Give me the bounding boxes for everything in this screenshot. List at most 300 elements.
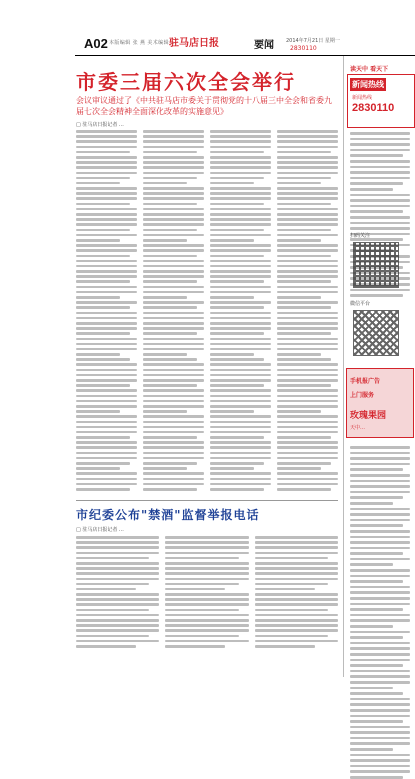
text-line xyxy=(76,317,137,320)
text-line xyxy=(210,203,264,206)
text-line xyxy=(277,452,338,455)
text-line xyxy=(210,363,271,366)
text-line xyxy=(277,177,331,180)
text-line xyxy=(255,603,338,606)
text-line xyxy=(143,208,204,211)
text-line xyxy=(350,216,410,219)
text-line xyxy=(76,130,137,133)
text-line xyxy=(350,227,410,230)
text-line xyxy=(76,260,137,263)
article2-headline[interactable]: 市纪委公布"禁酒"监督举报电话 xyxy=(76,508,260,522)
text-line xyxy=(210,389,271,392)
text-line xyxy=(350,513,410,516)
text-line xyxy=(143,286,204,289)
text-line xyxy=(277,234,338,237)
text-line xyxy=(255,536,338,539)
text-line xyxy=(255,583,328,586)
text-line xyxy=(210,265,271,268)
text-line xyxy=(277,322,338,325)
hotline-label: 新闻热线 xyxy=(352,95,373,101)
text-line xyxy=(277,140,338,143)
text-line xyxy=(210,260,271,263)
text-line xyxy=(76,374,137,377)
text-line xyxy=(76,234,137,237)
hotline-number[interactable]: 2830110 xyxy=(352,102,395,114)
text-line xyxy=(277,244,338,247)
text-line xyxy=(76,249,137,252)
text-line xyxy=(210,317,271,320)
text-line xyxy=(350,452,410,455)
text-line xyxy=(210,369,271,372)
text-line xyxy=(210,379,271,382)
text-line xyxy=(210,270,271,273)
text-line xyxy=(143,229,197,232)
text-line xyxy=(165,541,248,544)
ad-line: 天中… xyxy=(350,425,366,431)
article2-byline: □ 驻马店日报记者 … xyxy=(76,527,124,533)
hotline-title: 新闻热线 xyxy=(352,80,384,89)
text-line xyxy=(277,426,338,429)
text-line xyxy=(210,234,271,237)
text-line xyxy=(165,609,238,612)
text-line xyxy=(210,410,254,413)
text-line xyxy=(277,213,338,216)
text-line xyxy=(143,130,204,133)
text-line xyxy=(76,187,137,190)
text-line xyxy=(76,536,159,539)
text-line xyxy=(210,312,271,315)
text-line xyxy=(350,692,403,695)
text-line xyxy=(165,562,248,565)
text-line xyxy=(210,483,271,486)
text-line xyxy=(210,229,264,232)
text-line xyxy=(255,552,338,555)
text-line xyxy=(210,488,264,491)
text-line xyxy=(255,624,338,627)
text-line xyxy=(277,291,338,294)
text-line xyxy=(76,369,137,372)
text-line xyxy=(350,659,410,662)
text-line xyxy=(76,161,137,164)
text-line xyxy=(76,306,130,309)
text-line xyxy=(350,631,410,634)
text-line xyxy=(350,765,410,768)
text-line xyxy=(143,363,204,366)
text-line xyxy=(277,296,321,299)
text-line xyxy=(76,541,159,544)
text-line xyxy=(350,687,393,690)
text-line xyxy=(210,275,271,278)
text-line xyxy=(76,546,159,549)
text-line xyxy=(277,488,331,491)
text-line xyxy=(350,591,410,594)
text-line xyxy=(350,642,410,645)
text-line xyxy=(76,572,159,575)
text-line xyxy=(165,546,248,549)
text-line xyxy=(76,156,137,159)
text-line xyxy=(76,640,159,643)
text-line xyxy=(76,151,130,154)
text-line xyxy=(210,384,264,387)
text-line xyxy=(277,441,338,444)
text-line xyxy=(277,265,338,268)
text-line xyxy=(143,478,204,481)
text-line xyxy=(277,135,338,138)
text-line xyxy=(165,603,248,606)
qr-label: 微信平台 xyxy=(350,301,371,307)
text-line xyxy=(143,182,187,185)
page-sub: 本版编辑 张 燕 美术编辑 … xyxy=(109,40,177,46)
article-byline: □ 驻马店日报记者 … xyxy=(76,122,124,128)
text-line xyxy=(350,625,393,628)
article2-body xyxy=(76,536,338,656)
text-line xyxy=(210,353,254,356)
text-line xyxy=(210,187,271,190)
text-line xyxy=(143,358,197,361)
text-line xyxy=(143,312,204,315)
text-line xyxy=(76,609,149,612)
sidebar-logo: 读天中 看天下 xyxy=(350,66,389,73)
text-line xyxy=(76,567,159,570)
text-line xyxy=(350,776,403,779)
text-line xyxy=(143,452,204,455)
text-line xyxy=(350,480,410,483)
text-line xyxy=(210,280,264,283)
text-line xyxy=(76,379,137,382)
text-line xyxy=(255,640,338,643)
text-line xyxy=(210,296,254,299)
text-line xyxy=(143,239,187,242)
text-line xyxy=(143,234,204,237)
text-line xyxy=(350,575,410,578)
text-line xyxy=(76,280,130,283)
text-line xyxy=(277,400,338,403)
text-line xyxy=(76,619,159,622)
text-line xyxy=(350,726,410,729)
text-line xyxy=(165,588,225,591)
text-line xyxy=(76,446,137,449)
text-line xyxy=(210,239,254,242)
text-line xyxy=(143,384,197,387)
text-line xyxy=(210,156,271,159)
text-line xyxy=(143,389,204,392)
text-line xyxy=(76,327,137,330)
text-line xyxy=(350,703,410,706)
text-line xyxy=(210,135,271,138)
ad-line: 上门服务 xyxy=(350,392,375,399)
text-line xyxy=(76,645,136,648)
text-line xyxy=(277,182,321,185)
text-line xyxy=(210,358,264,361)
text-line xyxy=(143,467,187,470)
text-line xyxy=(143,203,197,206)
text-line xyxy=(165,536,248,539)
text-line xyxy=(76,583,149,586)
text-line xyxy=(350,770,410,773)
text-line xyxy=(350,143,410,146)
text-line xyxy=(76,291,137,294)
text-line xyxy=(277,286,338,289)
text-line xyxy=(277,462,331,465)
text-line xyxy=(350,519,410,522)
text-line xyxy=(76,244,137,247)
text-line xyxy=(277,327,338,330)
text-line xyxy=(143,436,197,439)
text-line xyxy=(76,353,120,356)
text-line xyxy=(143,400,204,403)
text-line xyxy=(277,270,338,273)
text-line xyxy=(76,389,137,392)
text-line xyxy=(210,197,271,200)
qr-code-icon[interactable] xyxy=(353,242,399,288)
body-column xyxy=(143,130,204,497)
text-line xyxy=(210,374,271,377)
newspaper-logo: 驻马店日报 xyxy=(169,38,219,49)
edition-number: 2830110 xyxy=(290,45,317,52)
text-line xyxy=(210,223,271,226)
text-line xyxy=(76,405,137,408)
text-line xyxy=(210,338,271,341)
text-line xyxy=(143,332,197,335)
text-line xyxy=(210,213,271,216)
text-line xyxy=(165,583,238,586)
text-line xyxy=(210,255,264,258)
text-line xyxy=(277,436,331,439)
text-line xyxy=(143,270,204,273)
text-line xyxy=(350,474,410,477)
text-line xyxy=(277,405,338,408)
text-line xyxy=(277,146,338,149)
text-line xyxy=(350,603,410,606)
text-line xyxy=(350,530,410,533)
text-line xyxy=(277,172,338,175)
text-line xyxy=(350,664,403,667)
text-line xyxy=(76,478,137,481)
text-line xyxy=(76,286,137,289)
text-line xyxy=(143,192,204,195)
text-line xyxy=(210,441,271,444)
text-line xyxy=(76,488,130,491)
text-line xyxy=(76,312,137,315)
text-line xyxy=(143,140,204,143)
text-line xyxy=(143,472,204,475)
text-line xyxy=(143,291,204,294)
text-line xyxy=(350,468,403,471)
text-line xyxy=(210,405,271,408)
text-line xyxy=(210,343,271,346)
text-line xyxy=(165,572,248,575)
text-line xyxy=(277,415,338,418)
text-line xyxy=(255,546,338,549)
text-line xyxy=(76,192,137,195)
text-line xyxy=(143,431,204,434)
text-line xyxy=(210,467,254,470)
text-line xyxy=(143,421,204,424)
text-line xyxy=(350,485,410,488)
text-line xyxy=(350,188,393,191)
text-line xyxy=(210,452,271,455)
article-body xyxy=(76,130,338,497)
text-line xyxy=(350,647,410,650)
text-line xyxy=(76,275,137,278)
text-line xyxy=(76,588,136,591)
text-line xyxy=(277,410,321,413)
text-line xyxy=(277,478,338,481)
text-line xyxy=(76,223,137,226)
text-line xyxy=(76,483,137,486)
text-line xyxy=(76,593,159,596)
text-line xyxy=(350,177,410,180)
text-line xyxy=(255,619,338,622)
text-line xyxy=(143,218,204,221)
text-line xyxy=(350,737,410,740)
ad-line: 手机报广告 xyxy=(350,378,381,385)
text-line xyxy=(350,608,403,611)
body-column xyxy=(76,130,137,497)
issue-date: 2014年7月21日 星期一 xyxy=(286,38,340,44)
text-line xyxy=(210,472,271,475)
text-line xyxy=(76,208,137,211)
text-line xyxy=(350,171,410,174)
text-line xyxy=(76,343,137,346)
text-line xyxy=(210,306,264,309)
text-line xyxy=(277,197,338,200)
text-line xyxy=(143,280,197,283)
text-line xyxy=(277,275,338,278)
text-line xyxy=(143,249,204,252)
text-line xyxy=(277,306,331,309)
text-line xyxy=(350,569,410,572)
text-line xyxy=(277,348,338,351)
text-line xyxy=(350,541,410,544)
body-column xyxy=(210,130,271,497)
text-line xyxy=(210,446,271,449)
text-line xyxy=(350,709,410,712)
text-line xyxy=(277,384,331,387)
text-line xyxy=(76,431,137,434)
text-line xyxy=(76,614,159,617)
body-column xyxy=(277,130,338,497)
text-line xyxy=(277,467,321,470)
text-line xyxy=(350,547,410,550)
text-line xyxy=(350,754,410,757)
text-line xyxy=(76,557,149,560)
text-line xyxy=(143,265,204,268)
text-line xyxy=(255,593,338,596)
text-line xyxy=(143,395,204,398)
text-line xyxy=(277,472,338,475)
text-line xyxy=(143,488,197,491)
text-line xyxy=(350,715,410,718)
text-line xyxy=(210,166,271,169)
text-line xyxy=(76,441,137,444)
text-line xyxy=(165,645,225,648)
text-line xyxy=(277,446,338,449)
qr-code-icon[interactable] xyxy=(353,310,399,356)
text-line xyxy=(350,154,403,157)
text-line xyxy=(165,614,248,617)
text-line xyxy=(277,151,331,154)
text-line xyxy=(277,192,338,195)
text-line xyxy=(210,249,271,252)
text-line xyxy=(165,624,248,627)
article-divider xyxy=(76,500,338,501)
text-line xyxy=(350,166,410,169)
text-line xyxy=(210,218,271,221)
text-line xyxy=(277,223,338,226)
text-line xyxy=(76,270,137,273)
text-line xyxy=(76,135,137,138)
text-line xyxy=(277,395,338,398)
text-line xyxy=(76,410,120,413)
text-line xyxy=(76,197,137,200)
text-line xyxy=(277,389,338,392)
text-line xyxy=(76,462,130,465)
text-line xyxy=(277,166,338,169)
text-line xyxy=(255,541,338,544)
text-line xyxy=(76,467,120,470)
text-line xyxy=(350,491,410,494)
text-line xyxy=(350,558,410,561)
body-column xyxy=(165,536,248,656)
text-line xyxy=(255,598,338,601)
text-line xyxy=(255,578,338,581)
qr-label: 扫码关注 xyxy=(350,233,371,239)
text-line xyxy=(277,301,338,304)
text-line xyxy=(76,436,130,439)
text-line xyxy=(350,552,403,555)
text-line xyxy=(277,249,338,252)
text-line xyxy=(277,130,338,133)
text-line xyxy=(277,317,338,320)
text-line xyxy=(277,161,338,164)
text-line xyxy=(165,629,248,632)
text-line xyxy=(255,609,328,612)
text-line xyxy=(277,431,338,434)
text-line xyxy=(76,203,130,206)
text-line xyxy=(255,562,338,565)
text-line xyxy=(76,348,137,351)
text-line xyxy=(143,353,187,356)
text-line xyxy=(277,229,331,232)
text-line xyxy=(255,645,315,648)
text-line xyxy=(255,572,338,575)
text-line xyxy=(350,524,403,527)
page-code: A02 xyxy=(84,36,108,51)
text-line xyxy=(210,395,271,398)
text-line xyxy=(210,161,271,164)
text-line xyxy=(350,636,403,639)
text-line xyxy=(143,441,204,444)
text-line xyxy=(277,208,338,211)
text-line xyxy=(255,635,328,638)
text-line xyxy=(210,327,271,330)
text-line xyxy=(143,177,197,180)
text-line xyxy=(76,229,130,232)
text-line xyxy=(143,244,204,247)
text-line xyxy=(350,681,410,684)
article-headline[interactable]: 市委三届六次全会举行 xyxy=(76,70,296,94)
text-line xyxy=(350,563,393,566)
text-line xyxy=(76,140,137,143)
text-line xyxy=(76,265,137,268)
text-line xyxy=(350,720,403,723)
text-line xyxy=(76,421,137,424)
text-line xyxy=(76,358,130,361)
text-line xyxy=(143,462,197,465)
text-line xyxy=(350,496,403,499)
text-line xyxy=(143,405,204,408)
